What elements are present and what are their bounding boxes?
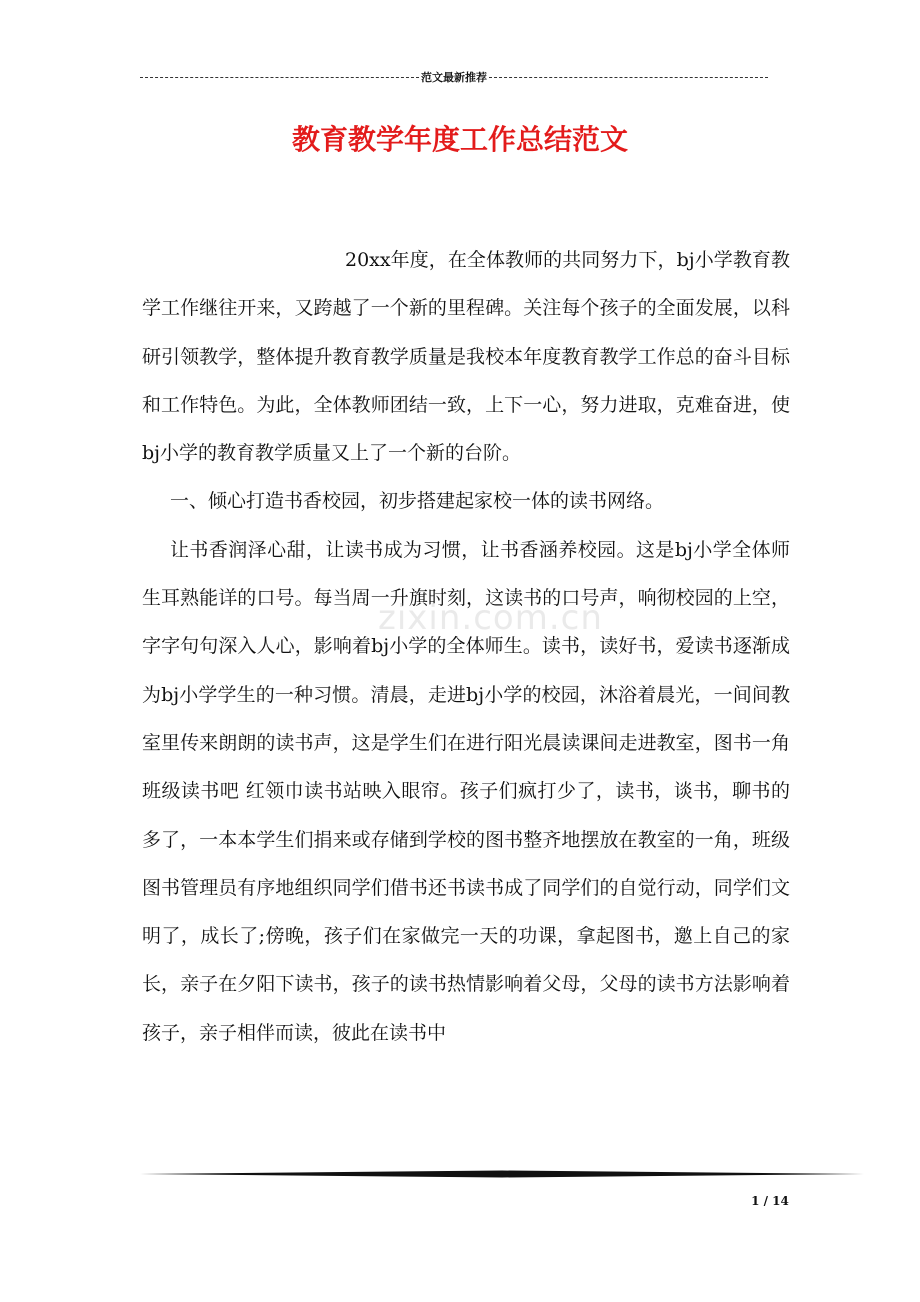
footer-divider [140,1170,864,1178]
document-title: 教育教学年度工作总结范文 [291,123,628,156]
page-indicator: 1 / 14 [751,1194,789,1208]
header-dash-right [489,77,768,78]
paragraph-reading: 让书香润泽心甜，让读书成为习惯，让书香涵养校园。这是bj小学全体师生耳熟能详的口号。每当周一升旗时刻，这读书的口号声，响彻校园的上空，字字句句深入人心，影响着bj小学的全体师生。读书，读好书，爱读书逐渐成为bj小学学生的一种习惯。清晨，走进bj小学的校园，沐浴着晨光，一间间教室里传来朗朗的读书声，这是学生们在进行阳光晨读课间走进教室，图书一角 班级读书吧 红领巾读书站映入眼帘。孩子们疯打少了，读书，谈书，聊书的多了，一本本学生们捐来或存储到学校的图书整齐地摆放在教室的一角，班级图书管理员有序地组织同学们借书还书读书成了同学们的自觉行动，同学们文明了，成长了;傍晚，孩子们在家做完一天的功课，拿起图书，邀上自己的家长，亲子在夕阳下读书，孩子的读书热情影响着父母，父母的读书方法影响着孩子，亲子相伴而读，彼此在读书中 [142,538,790,1044]
document-body [142,236,790,1057]
header-dash-left [140,77,419,78]
header-label: 范文最新推荐 [421,71,487,84]
paragraph-intro: 20xx年度，在全体教师的共同努力下，bj小学教育教学工作继往开来，又跨越了一个新的里程碑。关注每个孩子的全面发展，以科研引领教学，整体提升教育教学质量是我校本年度教育教学工作总的奋斗目标和工作特色。为此，全体教师团结一致，上下一心，努力进取，克难奋进，使bj小学的教育教学质量又上了一个新的台阶。 [142,249,790,465]
watermark: zixin.com.cn [378,598,603,638]
header-rule [140,68,768,86]
section-heading: 一、倾心打造书香校园，初步搭建起家校一体的读书网络。 [170,490,665,513]
